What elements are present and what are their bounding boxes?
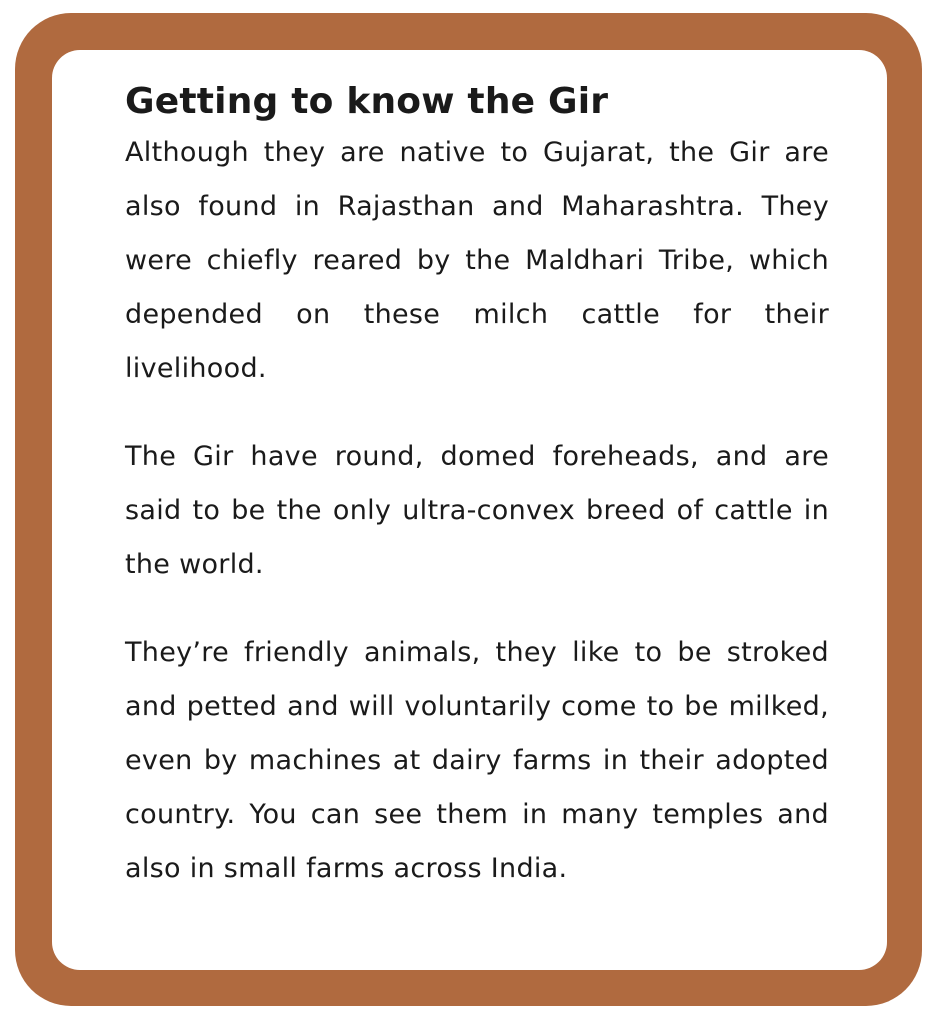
card-content — [125, 78, 829, 930]
info-card — [52, 50, 887, 970]
card-frame — [15, 13, 922, 1006]
paragraph-temperament: They’re friendly animals, they like to be stroked and petted and will voluntarily come to be milked, even by machines at dairy farms in their adopted country. You can see them in many temples and also in small farms across India. — [125, 637, 829, 884]
paragraph-forehead: The Gir have round, domed foreheads, and are said to be the only ultra-convex breed of cattle in the world. — [125, 441, 829, 580]
card-title: Getting to know the Gir — [125, 81, 609, 122]
paragraph-origin: Although they are native to Gujarat, the Gir are also found in Rajasthan and Maharashtra. They were chiefly reared by the Maldhari Tribe, which depended on these milch cattle for their livelihood. — [125, 137, 829, 384]
